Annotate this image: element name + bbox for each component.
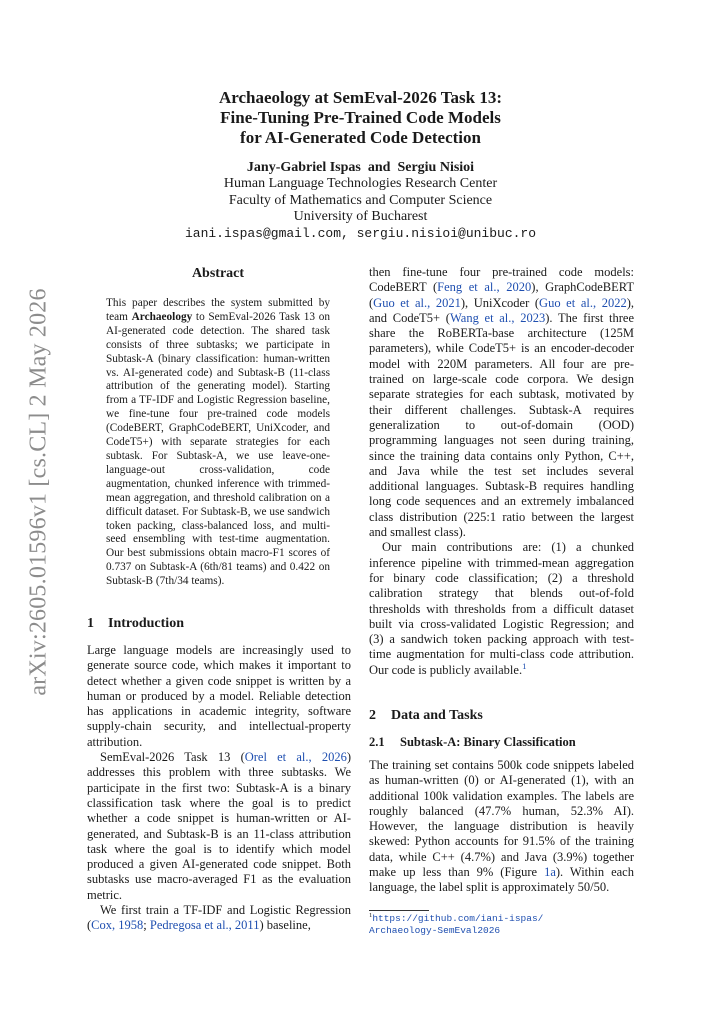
paragraph: Large language models are increasingly used to generate source code, which makes it important to detect whether a given code snippet is written by a human or produced by a model. Reliable detection has applications in academic integrity, software supply-chain security, and intellectual-property attribution. — [87, 643, 351, 749]
section-heading-introduction — [87, 616, 184, 632]
citation-link[interactable]: Pedregosa et al., 2011 — [149, 918, 260, 933]
paragraph-text: Our main contributions are: (1) a chunked inference pipeline with trimmed-mean aggregation for binary code classification; (2) a threshold calibration strategy that blends out-of-fold thresholds with thresholds from a difficult dataset built via cross-validated Logistic Regression; and (3) a sandwich token packing approach with test-time augmentation for multi-class code attribution. Our code is publicly available. — [369, 540, 634, 677]
abstract-heading: Abstract — [191, 266, 245, 281]
author-names — [0, 160, 721, 176]
section-title: Introduction — [108, 616, 184, 631]
author-emails[interactable]: iani.ispas@gmail.com, sergiu.nisioi@unibuc.ro — [184, 225, 537, 241]
paragraph-text: ). Within each language, the label split is approximately 50/50. — [369, 865, 634, 895]
author-block — [0, 160, 721, 242]
abstract-body — [106, 297, 330, 589]
section-heading-data-and-tasks — [369, 708, 483, 724]
subsection-number: 2.1 — [369, 735, 385, 749]
footnote-number: 1 — [369, 911, 373, 919]
author-name: Sergiu Nisioi — [397, 160, 475, 175]
right-column-body — [369, 265, 634, 678]
paragraph-text: We first train a TF-IDF and Logistic Regression ( — [87, 903, 351, 933]
paragraph-text: ) baseline, — [259, 918, 311, 933]
abstract-text: to SemEval-2026 Task 13 on AI-generated code detection. The shared task consists of three subtasks; we participate in Subtask-A (binary classification: human-written vs. AI-generated code) and Subtask-B (11-class attribution of the generating model). Starting from a TF-IDF and Logistic Regression baseline, we fine-tune four pre-trained code models (CodeBERT, GraphCodeBERT, UniXcoder, and CodeT5+) with separate strategies for each subtask. For Subtask-A, we use leave-one-language-out cross-validation, code augmentation, chunked inference with trimmed-mean aggregation, and threshold calibration on a difficult dataset. For Subtask-B, we use sandwich token packing, class-balanced loss, and multi-seed ensembling with test-time augmentation. Our best submissions obtain macro-F1 scores of 0.737 on Subtask-A (6th/81 teams) and 0.422 on Subtask-B (7th/34 teams). — [106, 310, 330, 588]
paragraph-text: The training set contains 500k code snippets labeled as human-written (0) or AI-generated (1), with an additional 100k validation examples. The labels are roughly balanced (47.7% human, 52.3% AI). However, the language distribution is heavily skewed: Python accounts for 91.5% of the training data, while C++ (4.7%) and Java (3.9%) together make up less than 9% (Figure — [369, 758, 634, 880]
paragraph — [369, 758, 634, 896]
paragraph-text: ), UniXcoder ( — [460, 295, 540, 310]
author-name: Jany-Gabriel Ispas — [246, 160, 361, 175]
subsection-title: Subtask-A: Binary Classification — [400, 735, 576, 749]
paper-title — [0, 88, 721, 148]
introduction-body — [87, 643, 351, 934]
paragraph-text: then fine-tune four pre-trained code models: CodeBERT ( — [369, 265, 634, 295]
paragraph-text: ), and CodeT5+ ( — [369, 295, 634, 325]
citation-link[interactable]: Wang et al., 2023 — [449, 310, 546, 325]
paragraph — [369, 265, 634, 540]
footnote-divider — [369, 910, 429, 911]
title-line: Fine-Tuning Pre-Trained Code Models — [220, 108, 501, 127]
subsection-heading — [369, 735, 576, 750]
citation-link[interactable]: Cox, 1958 — [91, 918, 144, 933]
paragraph — [87, 750, 351, 903]
title-line: Archaeology at SemEval-2026 Task 13: — [218, 88, 503, 107]
affiliation-line: Human Language Technologies Research Center — [223, 176, 498, 192]
section-number: 1 — [87, 616, 94, 631]
citation-link[interactable]: Guo et al., 2021 — [373, 295, 461, 310]
footnote-url[interactable]: Archaeology-SemEval2026 — [369, 925, 501, 936]
footnote-url[interactable]: https://github.com/iani-ispas/ — [372, 913, 544, 924]
paragraph-text: ) addresses this problem with three subtasks. We participate in the first two: Subtask-A is a binary classification task where the goal is to predict whether a code snippet is human-written or AI-generated, and Subtask-B is an 11-class attribution task where the goal is to identify which model produced a given AI-generated code snippet. Both subtasks use macro-averaged F1 as the evaluation metric. — [87, 750, 351, 902]
arxiv-stamp-text: arXiv:2605.01596v1 [cs.CL] 2 May 2026 — [25, 288, 52, 696]
citation-link[interactable]: Feng et al., 2020 — [437, 280, 532, 295]
paragraph — [369, 540, 634, 678]
affiliation-line: Faculty of Mathematics and Computer Science — [228, 192, 493, 208]
citation-link[interactable]: Orel et al., 2026 — [244, 750, 347, 765]
paragraph-text: ). The first three share the RoBERTa-base architecture (125M parameters), while CodeT5+ is an encoder-decoder model with 220M parameters. All four are pre-trained on large-scale code corpora. We design separate strategies for each subtask, motivated by their different challenges. Subtask-A requires generalization to out-of-domain (OOD) programming languages not seen during training, since the training data contains only Python, C++, and Java while the test set includes several additional languages. Subtask-B requires handling long code sequences and an extremely imbalanced class distribution (225:1 ratio between the largest and smallest class). — [369, 310, 635, 540]
figure-reference[interactable]: 1a — [544, 865, 556, 880]
team-name: Archaeology — [131, 310, 193, 323]
section-title: Data and Tasks — [391, 708, 483, 723]
paragraph-text: SemEval-2026 Task 13 ( — [100, 750, 245, 765]
footnote-marker[interactable]: 1 — [522, 660, 527, 671]
citation-link[interactable]: Guo et al., 2022 — [539, 295, 627, 310]
title-line: for AI-Generated Code Detection — [240, 128, 481, 147]
subtask-a-body — [369, 758, 634, 896]
paragraph — [87, 903, 351, 934]
footnote — [369, 913, 634, 937]
paragraph-text: ; — [143, 918, 150, 933]
paragraph-text: ), GraphCodeBERT ( — [369, 280, 634, 310]
section-number: 2 — [369, 708, 376, 723]
author-separator: and — [367, 160, 391, 175]
abstract-text: This paper describes the system submitted by team — [106, 297, 330, 323]
affiliation-line: University of Bucharest — [293, 209, 428, 225]
